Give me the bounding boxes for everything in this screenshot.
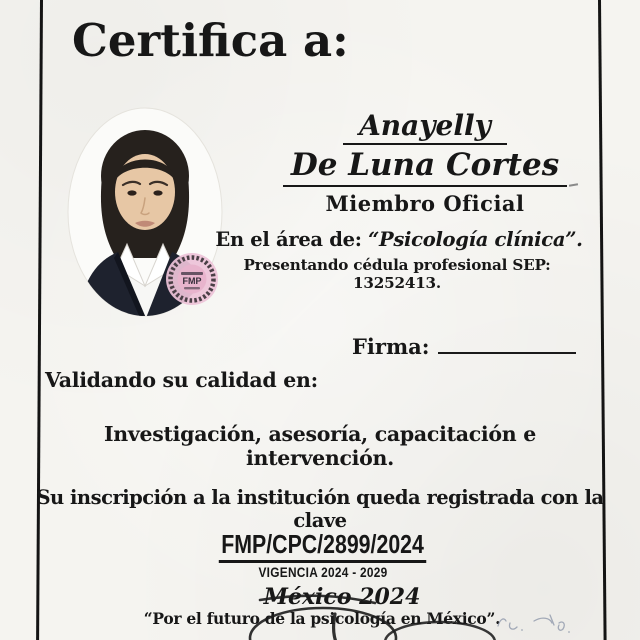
membership-label: Miembro Oficial xyxy=(325,190,525,216)
recipient-first-name: Anayelly xyxy=(343,110,507,145)
signature-row xyxy=(352,331,576,359)
area-line xyxy=(203,228,595,251)
inscripcion-line: Su inscripción a la institución queda registrada con la clave xyxy=(36,486,604,532)
cedula-line: Presentando cédula profesional SEP: 13252413. xyxy=(243,256,551,292)
registration-block xyxy=(40,529,606,580)
vigencia-label: VIGENCIA 2024 - 2029 xyxy=(258,565,388,580)
recipient-name-block xyxy=(268,110,582,216)
signature-blank-line xyxy=(438,331,576,354)
recipient-last-name: De Luna Cortes xyxy=(283,148,567,187)
place-date-line: México 2024 xyxy=(263,584,421,610)
seal-text: FMP xyxy=(182,276,202,286)
actividades-line: Investigación, asesoría, capacitación e intervención. xyxy=(104,422,536,470)
area-label: En el área de: xyxy=(215,228,362,251)
firma-label: Firma: xyxy=(352,334,430,359)
recipient-photo xyxy=(66,106,224,318)
registration-code: FMP/CPC/2899/2024 xyxy=(219,529,427,563)
validando-label: Validando su calidad en: xyxy=(45,368,318,392)
area-value: “Psicología clínica”. xyxy=(368,228,583,251)
motto-line: “Por el futuro de la psicología en México”. xyxy=(143,609,501,628)
certificate-title: Certifica a: xyxy=(72,14,349,67)
